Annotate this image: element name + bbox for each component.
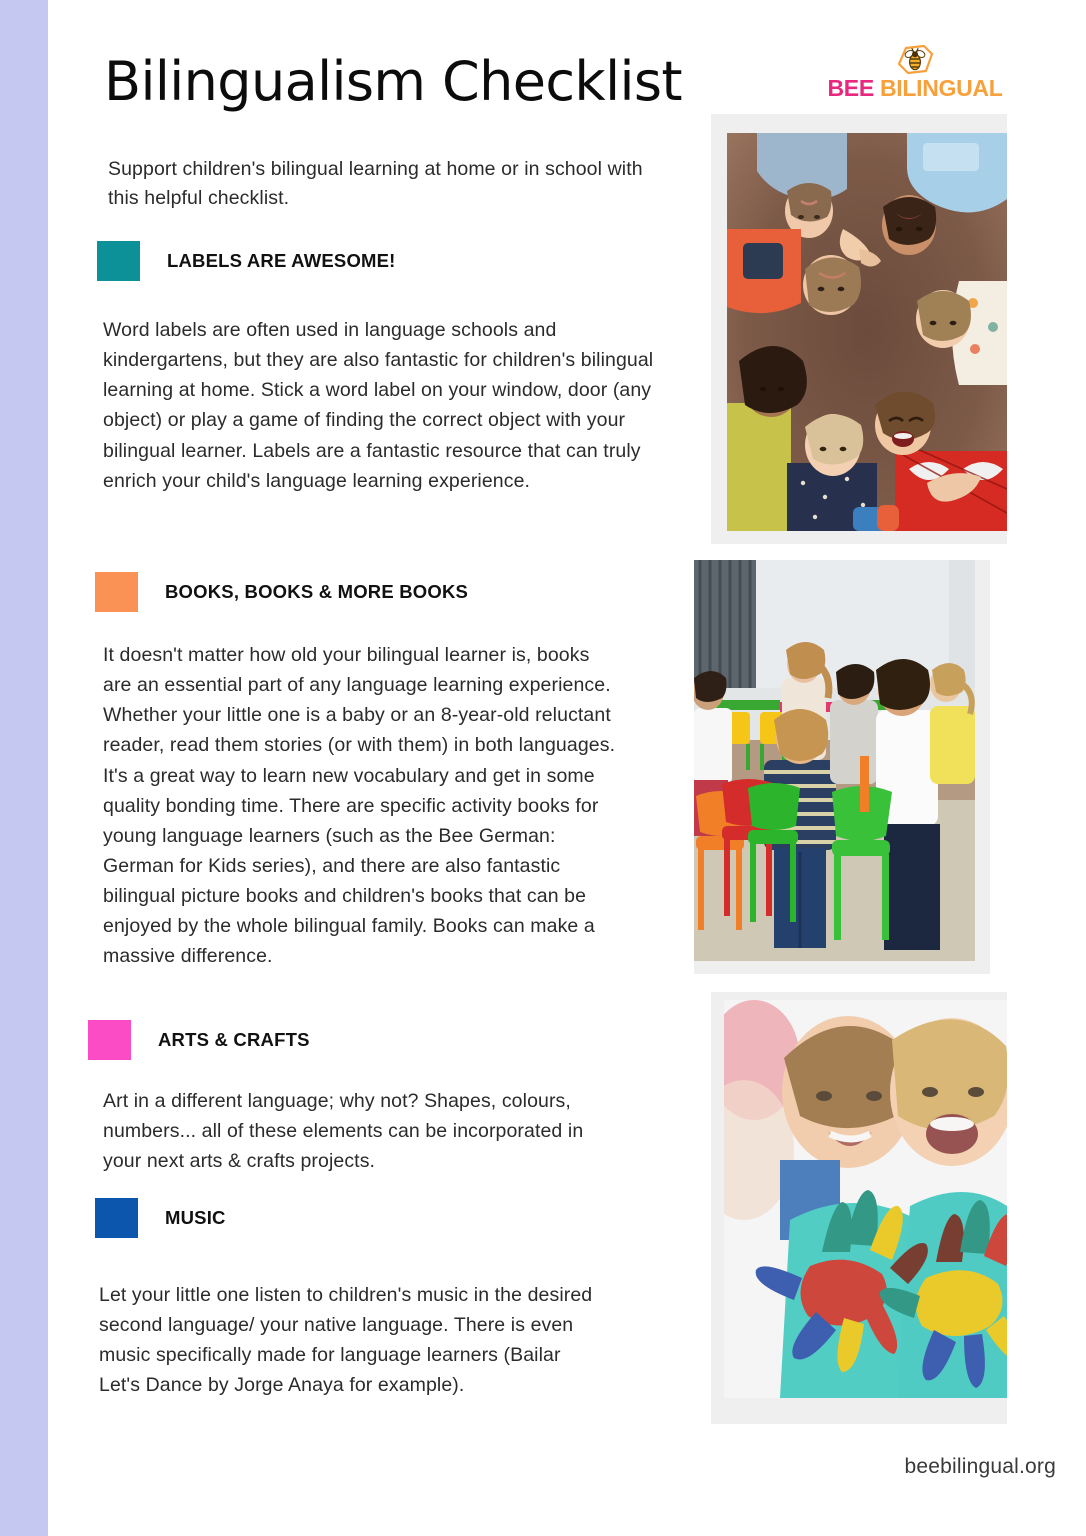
section-header-music bbox=[95, 1198, 226, 1238]
bee-icon bbox=[895, 44, 935, 76]
section-title-labels: LABELS ARE AWESOME! bbox=[167, 250, 396, 271]
logo-wordmark bbox=[822, 77, 1008, 100]
left-accent-strip bbox=[0, 0, 48, 1536]
photo-children-circle bbox=[727, 133, 1007, 531]
section-body-music: Let your little one listen to children's music in the desired second language/ your native language. There is even music specifically made for language learners (Bailar Let's Dance by Jorge Anaya for example). bbox=[99, 1284, 593, 1397]
section-header-books bbox=[95, 572, 468, 612]
section-title-books: BOOKS, BOOKS & MORE BOOKS bbox=[165, 581, 469, 602]
page-title: Bilingualism Checklist bbox=[104, 50, 683, 113]
section-title-arts: ARTS & CRAFTS bbox=[158, 1029, 310, 1050]
intro-paragraph: Support children's bilingual learning at home or in school with this helpful checklist. bbox=[108, 158, 643, 209]
section-body-books: It doesn't matter how old your bilingual learner is, books are an essential part of any language learning experience. Whether your little one is a baby or an 8-year-old reluctant reader, read them stories (or with them) in both languages. It's a great way to learn new vocabulary and get in some quality bonding time. There are specific activity books for young language learners (such as the Bee German: German for Kids series), and there are also fantastic bilingual picture books and children's books that can be enjoyed by the whole bilingual family. Books can make a massive difference. bbox=[103, 644, 616, 968]
section-body-arts: Art in a different language; why not? Shapes, colours, numbers... all of these elements can be incorporated in your next arts & crafts projects. bbox=[103, 1090, 584, 1173]
blue-swatch bbox=[95, 1198, 138, 1238]
section-header-arts bbox=[88, 1020, 310, 1060]
teal-swatch bbox=[97, 241, 140, 281]
section-header-labels bbox=[97, 241, 396, 281]
orange-swatch bbox=[95, 572, 138, 612]
section-body-labels: Word labels are often used in language schools and kindergartens, but they are also fantastic for children's bilingual learning at home. Stick a word label on your window, door (any object) or play a game of finding the correct object with your bilingual learner. Labels are a fantastic resource that can truly enrich your child's language learning experience. bbox=[103, 319, 654, 492]
photo-painted-hands bbox=[724, 1000, 1007, 1398]
logo-bilingual-text: BILINGUAL bbox=[879, 75, 1003, 101]
section-title-music: MUSIC bbox=[165, 1207, 226, 1228]
magenta-swatch bbox=[88, 1020, 131, 1060]
photo-classroom-chairs bbox=[694, 560, 975, 961]
brand-logo[interactable] bbox=[822, 44, 1008, 104]
logo-bee-text: BEE bbox=[827, 75, 880, 101]
footer-url[interactable]: beebilingual.org bbox=[904, 1455, 1056, 1478]
